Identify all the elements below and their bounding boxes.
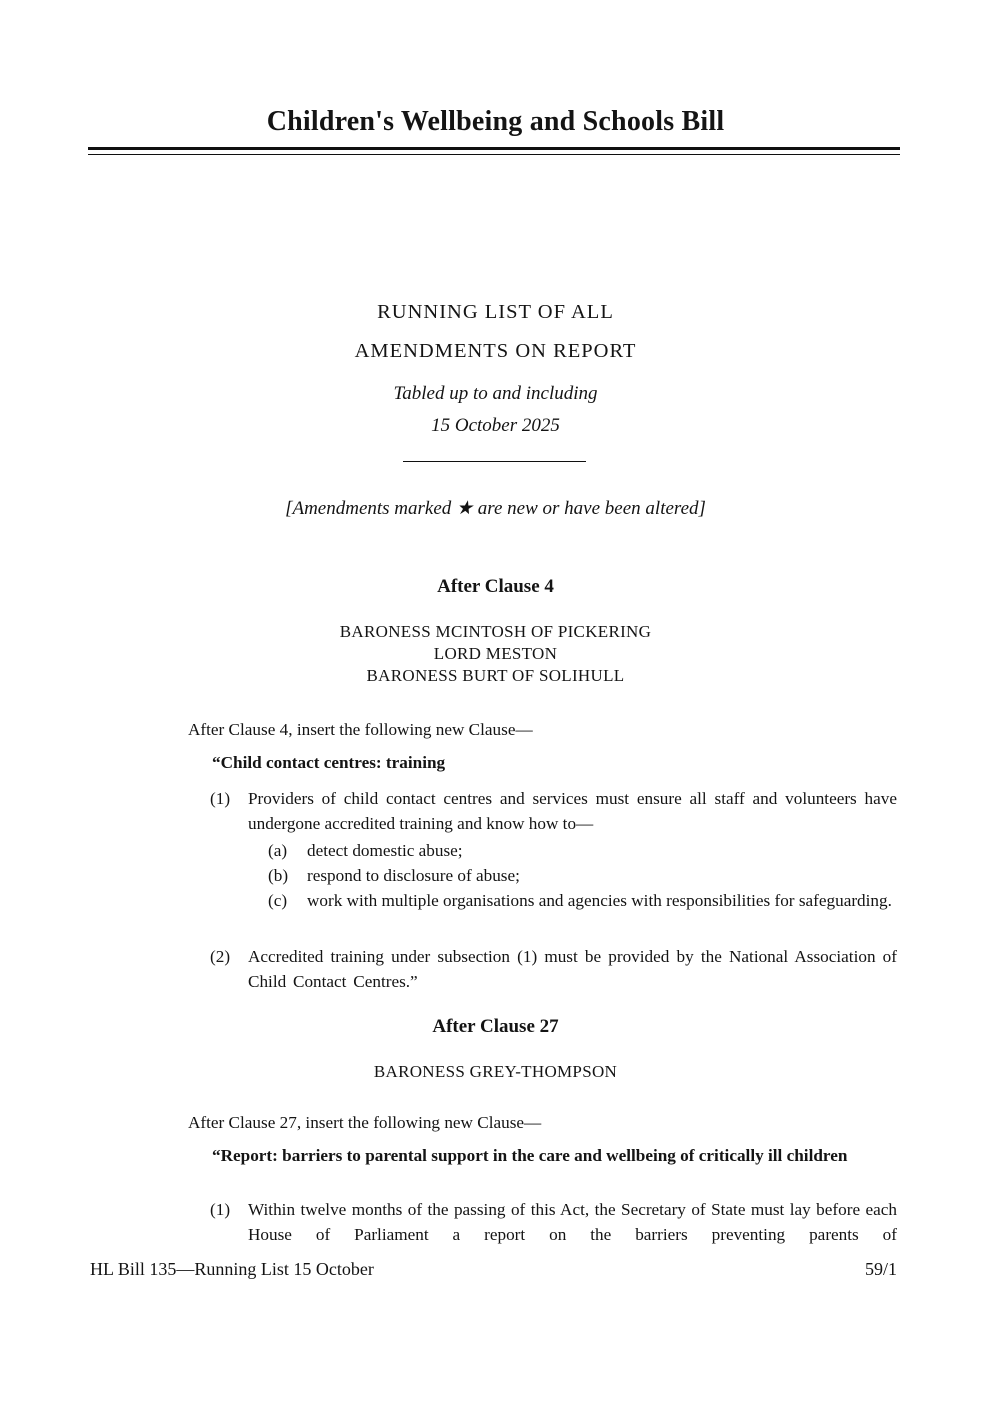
paragraph-a [268, 838, 897, 863]
separator-rule [403, 461, 586, 462]
new-clause-title: “Report: barriers to parental support in the care and wellbeing of critically ill children [212, 1146, 848, 1165]
tabled-date: 15 October 2025 [431, 415, 560, 436]
running-list-line-2: AMENDMENTS ON REPORT [354, 340, 637, 362]
paragraph-c [268, 888, 897, 913]
paragraph-text: respond to disclosure of abuse; [307, 866, 520, 885]
paragraph-text: work with multiple organisations and agencies with responsibilities for safeguarding. [307, 891, 892, 910]
paragraph-letter: (c) [268, 891, 288, 910]
subsection-number: (1) [210, 789, 231, 808]
section-heading-after-clause-27: After Clause 27 [432, 1016, 559, 1037]
title-double-rule [88, 147, 900, 155]
tabled-up-to-line: Tabled up to and including [393, 383, 598, 404]
bill-title: Children's Wellbeing and Schools Bill [266, 106, 725, 137]
paragraph-letter: (a) [268, 841, 288, 860]
subsection-text: Providers of child contact centres and services must ensure all staff and volunteers have undergone accredited training and know how to— [248, 789, 897, 833]
paragraph-b [268, 863, 897, 888]
footer-bill-reference: HL Bill 135—Running List 15 October [90, 1259, 374, 1279]
sponsor-list [0, 621, 991, 687]
subsection-text: Accredited training under subsection (1) must be provided by the National Association of Child Contact Centres.” [248, 947, 897, 991]
subsection-1 [210, 1197, 897, 1247]
subsection-text: Within twelve months of the passing of this Act, the Secretary of State must lay before each House of Parliament a report on the barriers preventing parents of [248, 1200, 897, 1244]
footer-page-number: 59/1 [864, 1259, 897, 1279]
new-clause-title: “Child contact centres: training [212, 753, 446, 772]
sponsor-list [0, 1061, 991, 1083]
subsection-number: (2) [210, 947, 231, 966]
section-heading-after-clause-4: After Clause 4 [437, 576, 554, 597]
amendment-instruction: After Clause 4, insert the following new Clause— [188, 720, 533, 739]
subsection-number: (1) [210, 1200, 231, 1219]
subsection-1 [210, 786, 897, 836]
amendment-instruction: After Clause 27, insert the following new Clause— [188, 1113, 542, 1132]
amendments-marked-note: [Amendments marked ★ are new or have been altered] [285, 498, 706, 519]
paragraph-text: detect domestic abuse; [307, 841, 463, 860]
sponsor-name: BARONESS BURT OF SOLIHULL [366, 666, 625, 685]
subsection-2 [210, 944, 897, 994]
running-list-line-1: RUNNING LIST OF ALL [377, 301, 614, 323]
sponsor-name: BARONESS MCINTOSH OF PICKERING [339, 622, 652, 641]
paragraph-letter: (b) [268, 866, 289, 885]
sponsor-name: BARONESS GREY-THOMPSON [373, 1062, 618, 1081]
sponsor-name: LORD MESTON [433, 644, 558, 663]
